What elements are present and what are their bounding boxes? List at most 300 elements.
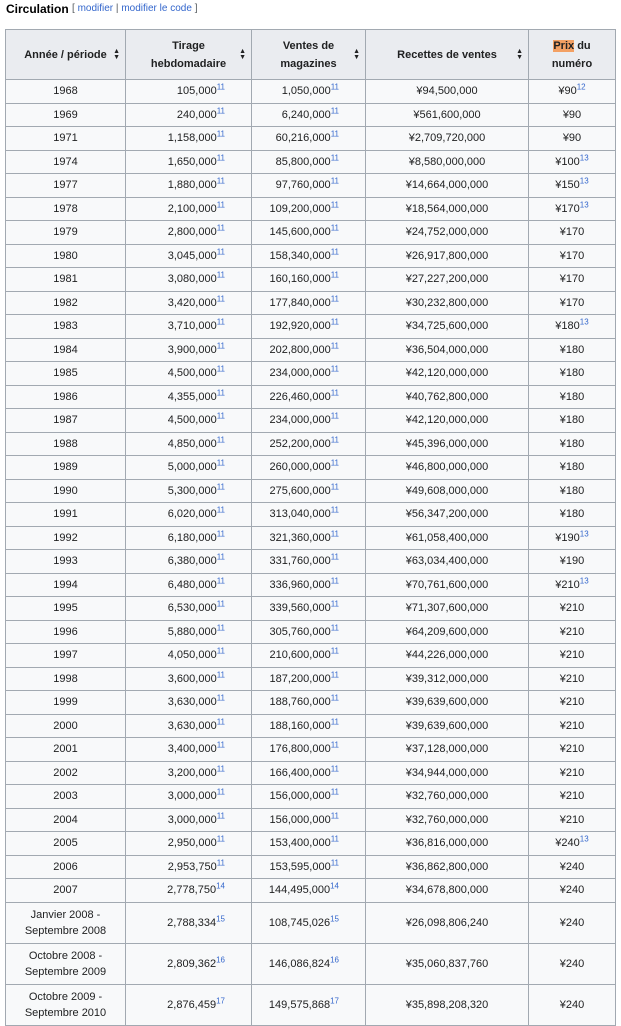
cell-year-value: 1982 — [53, 296, 78, 309]
table-row — [6, 761, 616, 785]
cell-sales-value: 153,595,000 — [269, 860, 331, 873]
reference-link[interactable]: 11 — [216, 623, 225, 633]
reference-link[interactable]: 11 — [216, 200, 225, 210]
cell-price — [529, 315, 616, 339]
cell-price-value: ¥210 — [559, 790, 585, 803]
table-row — [6, 432, 616, 456]
cell-year — [6, 456, 126, 480]
cell-revenue-value: ¥35,060,837,760 — [405, 957, 489, 970]
reference-link[interactable]: 11 — [330, 176, 339, 186]
cell-revenue-value: ¥46,800,000,000 — [405, 461, 489, 474]
cell-year — [6, 573, 126, 597]
cell-price — [529, 503, 616, 527]
reference-link[interactable]: 16 — [216, 954, 225, 964]
sort-icon[interactable]: ▲ ▼ — [353, 47, 360, 61]
cell-revenue-value: ¥63,034,400,000 — [405, 555, 489, 568]
cell-sales — [252, 902, 366, 943]
reference-link[interactable]: 11 — [330, 529, 339, 539]
cell-year — [6, 174, 126, 198]
cell-print-run-value: 3,900,000 — [167, 343, 217, 356]
cell-year-value: 2007 — [53, 884, 78, 897]
cell-revenue — [366, 855, 529, 879]
cell-year-value: 2005 — [53, 837, 78, 850]
cell-price — [529, 761, 616, 785]
cell-year — [6, 338, 126, 362]
reference-link[interactable]: 11 — [330, 576, 339, 586]
reference-link[interactable]: 11 — [216, 411, 225, 421]
cell-sales-value: 144,495,000 — [268, 884, 331, 897]
cell-year — [6, 268, 126, 292]
cell-print-run-value: 4,850,000 — [167, 437, 217, 450]
table-row — [6, 879, 616, 903]
table-row — [6, 244, 616, 268]
cell-print-run — [126, 221, 252, 245]
col-header-sales-line1: Ventes de — [282, 39, 335, 52]
reference-link[interactable]: 11 — [330, 458, 339, 468]
reference-link[interactable]: 15 — [216, 913, 225, 923]
reference-link[interactable]: 11 — [216, 576, 225, 586]
cell-year — [6, 667, 126, 691]
cell-year — [6, 315, 126, 339]
cell-sales — [252, 644, 366, 668]
reference-link[interactable]: 11 — [330, 505, 339, 515]
cell-price-value: ¥180 — [559, 414, 585, 427]
cell-sales — [252, 573, 366, 597]
cell-year-value: 1993 — [53, 555, 78, 568]
cell-revenue-value: ¥34,678,800,000 — [405, 884, 489, 897]
cell-sales-value: 188,760,000 — [269, 696, 331, 709]
table-row — [6, 197, 616, 221]
cell-price-value: ¥210 — [559, 813, 585, 826]
table-row — [6, 667, 616, 691]
reference-link[interactable]: 11 — [216, 552, 225, 562]
reference-link[interactable]: 11 — [330, 294, 339, 304]
table-row — [6, 291, 616, 315]
table-row — [6, 855, 616, 879]
cell-revenue — [366, 984, 529, 1025]
reference-link[interactable]: 11 — [216, 529, 225, 539]
cell-price-value: ¥180 — [555, 320, 580, 333]
cell-year — [6, 785, 126, 809]
cell-revenue-value: ¥37,128,000,000 — [405, 743, 489, 756]
reference-link[interactable]: 11 — [330, 388, 339, 398]
cell-print-run — [126, 620, 252, 644]
cell-year-value: 1984 — [53, 343, 78, 356]
cell-year-value: 1969 — [53, 108, 78, 121]
reference-link[interactable]: 13 — [579, 200, 589, 210]
cell-price-value: ¥170 — [559, 296, 585, 309]
cell-revenue-value: ¥64,209,600,000 — [405, 625, 489, 638]
reference-link[interactable]: 11 — [216, 247, 225, 257]
reference-link[interactable]: 11 — [216, 223, 225, 233]
reference-link[interactable]: 11 — [216, 106, 225, 116]
cell-revenue — [366, 644, 529, 668]
reference-link[interactable]: 13 — [579, 576, 589, 586]
cell-sales — [252, 103, 366, 127]
cell-price-value: ¥240 — [559, 916, 585, 929]
sort-icon[interactable]: ▲ ▼ — [239, 47, 246, 61]
cell-price — [529, 714, 616, 738]
cell-sales — [252, 174, 366, 198]
reference-link[interactable]: 13 — [579, 834, 589, 844]
cell-sales-value: 336,960,000 — [269, 578, 331, 591]
cell-print-run — [126, 738, 252, 762]
reference-link[interactable]: 11 — [216, 740, 225, 750]
cell-print-run — [126, 362, 252, 386]
cell-revenue-value: ¥44,226,000,000 — [405, 649, 489, 662]
table-row — [6, 550, 616, 574]
reference-link[interactable]: 11 — [216, 646, 225, 656]
reference-link[interactable]: 11 — [216, 317, 225, 327]
cell-year-value: 1991 — [53, 508, 78, 521]
cell-print-run — [126, 197, 252, 221]
reference-link[interactable]: 11 — [330, 599, 339, 609]
cell-price-value: ¥180 — [559, 484, 585, 497]
cell-print-run-value: 3,000,000 — [167, 790, 217, 803]
reference-link[interactable]: 11 — [216, 482, 225, 492]
reference-link[interactable]: 11 — [330, 364, 339, 374]
cell-price — [529, 432, 616, 456]
cell-price — [529, 479, 616, 503]
cell-print-run — [126, 902, 252, 943]
cell-year — [6, 503, 126, 527]
reference-link[interactable]: 12 — [576, 82, 586, 92]
cell-revenue-value: ¥70,761,600,000 — [405, 578, 489, 591]
cell-print-run — [126, 479, 252, 503]
cell-price — [529, 197, 616, 221]
cell-revenue — [366, 385, 529, 409]
reference-link[interactable]: 11 — [330, 740, 339, 750]
cell-price-value: ¥210 — [559, 743, 585, 756]
cell-sales — [252, 620, 366, 644]
cell-sales — [252, 526, 366, 550]
reference-link[interactable]: 14 — [216, 881, 225, 891]
reference-link[interactable]: 11 — [216, 834, 225, 844]
cell-print-run — [126, 456, 252, 480]
bracket-close: ] — [194, 3, 198, 14]
cell-revenue-value: ¥40,762,800,000 — [405, 390, 489, 403]
reference-link[interactable]: 11 — [330, 717, 339, 727]
cell-price-value: ¥150 — [555, 179, 580, 192]
table-row — [6, 268, 616, 292]
cell-sales — [252, 879, 366, 903]
cell-revenue-value: ¥26,917,800,000 — [405, 249, 489, 262]
reference-link[interactable]: 13 — [579, 176, 589, 186]
cell-print-run — [126, 315, 252, 339]
table-row — [6, 338, 616, 362]
cell-year-value: 1988 — [53, 437, 78, 450]
reference-link[interactable]: 11 — [330, 858, 339, 868]
cell-sales — [252, 785, 366, 809]
table-row — [6, 644, 616, 668]
col-header-year[interactable] — [6, 30, 126, 80]
edit-link[interactable]: modifier — [77, 3, 114, 14]
cell-price-value: ¥90 — [562, 132, 582, 145]
cell-sales-value: 6,240,000 — [281, 108, 331, 121]
reference-link[interactable]: 11 — [330, 693, 339, 703]
reference-link[interactable]: 11 — [330, 247, 339, 257]
table-row — [6, 174, 616, 198]
cell-year-value: 1979 — [53, 226, 78, 239]
reference-link[interactable]: 11 — [330, 153, 339, 163]
cell-year — [6, 80, 126, 104]
cell-sales-value: 188,160,000 — [269, 719, 331, 732]
reference-link[interactable]: 11 — [216, 435, 225, 445]
reference-link[interactable]: 11 — [330, 106, 339, 116]
cell-year-value: 2002 — [53, 766, 78, 779]
edit-separator: | — [115, 3, 119, 14]
cell-print-run — [126, 855, 252, 879]
reference-link[interactable]: 11 — [216, 82, 225, 92]
table-row — [6, 385, 616, 409]
cell-print-run — [126, 714, 252, 738]
sort-icon[interactable]: ▲ ▼ — [113, 47, 120, 61]
table-row — [6, 943, 616, 984]
cell-year-value: 1999 — [53, 696, 78, 709]
cell-year-value: 1996 — [53, 625, 78, 638]
reference-link[interactable]: 11 — [330, 834, 339, 844]
col-header-price[interactable] — [529, 30, 616, 80]
cell-year-value: 2006 — [53, 860, 78, 873]
cell-price — [529, 150, 616, 174]
reference-link[interactable]: 11 — [330, 129, 339, 139]
cell-print-run — [126, 832, 252, 856]
table-row — [6, 503, 616, 527]
cell-sales-value: 260,000,000 — [269, 461, 331, 474]
reference-link[interactable]: 11 — [330, 341, 339, 351]
cell-year — [6, 832, 126, 856]
reference-link[interactable]: 11 — [216, 505, 225, 515]
table-row — [6, 103, 616, 127]
cell-print-run — [126, 503, 252, 527]
cell-year-value: 2000 — [53, 719, 78, 732]
cell-revenue-value: ¥14,664,000,000 — [405, 179, 489, 192]
sort-icon[interactable]: ▲ ▼ — [516, 47, 523, 61]
cell-sales-value: 1,050,000 — [281, 85, 331, 98]
cell-revenue — [366, 879, 529, 903]
reference-link[interactable]: 11 — [216, 458, 225, 468]
cell-revenue-value: ¥39,639,600,000 — [405, 719, 489, 732]
cell-sales — [252, 127, 366, 151]
cell-sales — [252, 197, 366, 221]
reference-link[interactable]: 11 — [330, 623, 339, 633]
reference-link[interactable]: 11 — [330, 552, 339, 562]
cell-revenue-value: ¥45,396,000,000 — [405, 437, 489, 450]
table-row — [6, 832, 616, 856]
reference-link[interactable]: 11 — [216, 341, 225, 351]
cell-sales-value: 252,200,000 — [269, 437, 331, 450]
cell-price-value: ¥180 — [559, 343, 585, 356]
reference-link[interactable]: 11 — [330, 270, 339, 280]
reference-link[interactable]: 11 — [216, 811, 225, 821]
cell-year-value: 1983 — [53, 320, 78, 333]
cell-revenue — [366, 127, 529, 151]
reference-link[interactable]: 11 — [330, 482, 339, 492]
cell-price-value: ¥190 — [559, 555, 585, 568]
cell-sales — [252, 832, 366, 856]
reference-link[interactable]: 11 — [216, 129, 225, 139]
cell-revenue — [366, 244, 529, 268]
cell-sales-value: 234,000,000 — [269, 414, 331, 427]
reference-link[interactable]: 17 — [216, 995, 225, 1005]
cell-price — [529, 221, 616, 245]
cell-year — [6, 855, 126, 879]
cell-print-run — [126, 644, 252, 668]
reference-link[interactable]: 11 — [330, 811, 339, 821]
cell-revenue-value: ¥94,500,000 — [416, 85, 478, 98]
cell-year-value: 1989 — [53, 461, 78, 474]
cell-price — [529, 526, 616, 550]
cell-revenue — [366, 338, 529, 362]
cell-year-value: 1987 — [53, 414, 78, 427]
cell-print-run — [126, 385, 252, 409]
col-header-sales-line2: magazines — [280, 57, 337, 70]
col-header-sales[interactable] — [252, 30, 366, 80]
cell-sales — [252, 667, 366, 691]
cell-sales — [252, 80, 366, 104]
reference-link[interactable]: 13 — [579, 529, 589, 539]
reference-link[interactable]: 11 — [216, 670, 225, 680]
cell-revenue-value: ¥36,862,800,000 — [405, 860, 489, 873]
cell-year — [6, 691, 126, 715]
cell-print-run — [126, 150, 252, 174]
cell-price — [529, 943, 616, 984]
edit-code-link[interactable]: modifier le code — [121, 3, 192, 14]
table-row — [6, 315, 616, 339]
table-row — [6, 221, 616, 245]
cell-year-value: Janvier 2008 - Septembre 2008 — [24, 908, 107, 937]
reference-link[interactable]: 13 — [579, 153, 589, 163]
col-header-revenue[interactable] — [366, 30, 529, 80]
reference-link[interactable]: 13 — [579, 317, 589, 327]
reference-link[interactable]: 11 — [330, 200, 339, 210]
reference-link[interactable]: 17 — [330, 995, 339, 1005]
cell-price-value: ¥190 — [555, 531, 580, 544]
cell-revenue-value: ¥27,227,200,000 — [405, 273, 489, 286]
table-row — [6, 808, 616, 832]
cell-sales — [252, 291, 366, 315]
reference-link[interactable]: 11 — [330, 646, 339, 656]
cell-year — [6, 879, 126, 903]
reference-link[interactable]: 16 — [330, 954, 339, 964]
cell-revenue-value: ¥61,058,400,000 — [405, 531, 489, 544]
cell-year — [6, 432, 126, 456]
reference-link[interactable]: 11 — [216, 270, 225, 280]
cell-price — [529, 550, 616, 574]
cell-print-run — [126, 785, 252, 809]
cell-print-run — [126, 550, 252, 574]
cell-year-value: 1968 — [53, 85, 78, 98]
cell-year-value: 2003 — [53, 790, 78, 803]
cell-sales — [252, 315, 366, 339]
reference-link[interactable]: 11 — [216, 364, 225, 374]
cell-year — [6, 902, 126, 943]
cell-print-run-value: 3,630,000 — [167, 696, 217, 709]
reference-link[interactable]: 11 — [330, 435, 339, 445]
cell-revenue — [366, 902, 529, 943]
col-header-price-rest: du — [574, 39, 591, 52]
cell-sales — [252, 362, 366, 386]
col-header-print-run[interactable] — [126, 30, 252, 80]
cell-year-value: 2004 — [53, 813, 78, 826]
reference-link[interactable]: 14 — [330, 881, 339, 891]
reference-link[interactable]: 11 — [216, 858, 225, 868]
cell-price-value: ¥100 — [555, 155, 580, 168]
table-row — [6, 80, 616, 104]
cell-revenue — [366, 761, 529, 785]
cell-print-run-value: 2,788,334 — [167, 916, 217, 929]
reference-link[interactable]: 11 — [216, 787, 225, 797]
bracket-open: [ — [72, 3, 75, 14]
reference-link[interactable]: 11 — [330, 317, 339, 327]
cell-price — [529, 573, 616, 597]
cell-sales-value: 85,800,000 — [275, 155, 331, 168]
cell-sales — [252, 503, 366, 527]
reference-link[interactable]: 11 — [330, 764, 339, 774]
cell-price — [529, 902, 616, 943]
cell-revenue — [366, 174, 529, 198]
reference-link[interactable]: 11 — [216, 764, 225, 774]
reference-link[interactable]: 11 — [216, 176, 225, 186]
cell-revenue-value: ¥39,312,000,000 — [405, 672, 489, 685]
reference-link[interactable]: 11 — [216, 388, 225, 398]
cell-print-run-value: 240,000 — [176, 108, 217, 121]
reference-link[interactable]: 15 — [330, 913, 339, 923]
reference-link[interactable]: 11 — [216, 717, 225, 727]
cell-print-run-value: 3,080,000 — [167, 273, 217, 286]
cell-year-value: 1974 — [53, 155, 78, 168]
cell-print-run-value: 2,778,750 — [167, 884, 217, 897]
cell-year — [6, 409, 126, 433]
reference-link[interactable]: 11 — [330, 223, 339, 233]
cell-sales-value: 234,000,000 — [269, 367, 331, 380]
cell-price — [529, 456, 616, 480]
cell-revenue-value: ¥32,760,000,000 — [405, 790, 489, 803]
cell-print-run — [126, 409, 252, 433]
col-header-print-run-line2: hebdomadaire — [150, 57, 227, 70]
cell-sales-value: 153,400,000 — [269, 837, 331, 850]
cell-sales-value: 97,760,000 — [275, 179, 331, 192]
cell-revenue-value: ¥32,760,000,000 — [405, 813, 489, 826]
cell-sales-value: 226,460,000 — [269, 390, 331, 403]
reference-link[interactable]: 11 — [330, 82, 339, 92]
reference-link[interactable]: 11 — [216, 599, 225, 609]
table-row — [6, 902, 616, 943]
cell-price — [529, 174, 616, 198]
cell-sales-value: 149,575,868 — [268, 998, 331, 1011]
cell-revenue — [366, 597, 529, 621]
cell-revenue — [366, 738, 529, 762]
cell-sales — [252, 150, 366, 174]
cell-price-value: ¥170 — [555, 202, 580, 215]
table-row — [6, 127, 616, 151]
cell-revenue-value: ¥561,600,000 — [413, 108, 481, 121]
cell-year-value: 1985 — [53, 367, 78, 380]
cell-print-run — [126, 127, 252, 151]
cell-sales-value: 145,600,000 — [269, 226, 331, 239]
cell-print-run-value: 2,876,459 — [167, 998, 217, 1011]
reference-link[interactable]: 11 — [216, 693, 225, 703]
reference-link[interactable]: 11 — [330, 787, 339, 797]
cell-price-value: ¥240 — [559, 884, 585, 897]
reference-link[interactable]: 11 — [216, 153, 225, 163]
cell-price-value: ¥240 — [559, 957, 585, 970]
reference-link[interactable]: 11 — [330, 670, 339, 680]
cell-print-run-value: 3,000,000 — [167, 813, 217, 826]
reference-link[interactable]: 11 — [216, 294, 225, 304]
reference-link[interactable]: 11 — [330, 411, 339, 421]
cell-revenue-value: ¥18,564,000,000 — [405, 202, 489, 215]
